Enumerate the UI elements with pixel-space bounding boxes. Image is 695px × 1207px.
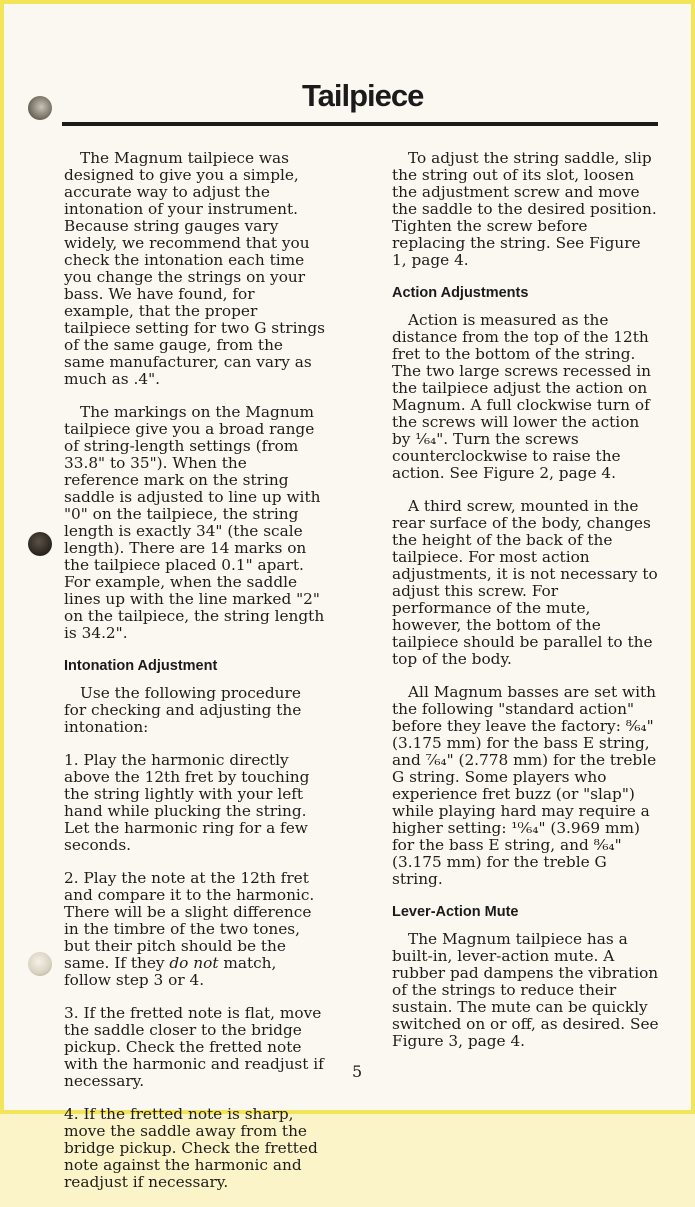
emphasis-text: do not bbox=[169, 954, 219, 972]
binder-hole bbox=[28, 96, 52, 120]
paragraph: The markings on the Magnum tailpiece give you a broad range of string-length settings (from 33.8" to 35"). When the reference mark on the string saddle is adjusted to line up with "0" on the tailpiece, the string length is exactly 34" (the scale length). There are 14 marks on the tailpiece placed 0.1" apart. For example, when the saddle lines up with the line marked "2" on the tailpiece, the string length is 34.2". bbox=[64, 403, 325, 642]
step-3: 3. If the fretted note is flat, move the saddle closer to the bridge pickup. Check the fretted note with the harmonic and readjust if necessary. bbox=[64, 1004, 324, 1090]
binder-hole bbox=[28, 532, 52, 556]
step-1: 1. Play the harmonic directly above the 12th fret by touching the string lightly with your left hand while plucking the string. Let the harmonic ring for a few seconds. bbox=[64, 751, 310, 854]
paragraph: All Magnum basses are set with the following "standard action" before they leave the factory: ⁸⁄₆₄" (3.175 mm) for the bass E string, and ⁷⁄₆₄" (2.778 mm) for the treble G string. Some players who experience fret buzz (or "slap") while playing hard may require a higher setting: ¹⁰⁄₆₄" (3.969 mm) for the bass E string, and ⁸⁄₆₄" (3.175 mm) for the treble G string. bbox=[392, 683, 657, 888]
step-2 bbox=[64, 870, 326, 989]
paragraph: A third screw, mounted in the rear surface of the body, changes the height of the back of the tailpiece. For most action adjustments, it is not necessary to adjust this screw. For performance of the mute, however, the bottom of the tailpiece should be parallel to the top of the body. bbox=[392, 497, 658, 668]
paragraph: The Magnum tailpiece has a built-in, lever-action mute. A rubber pad dampens the vibration of the strings to reduce their sustain. The mute can be quickly switched on or off, as desired. See Figure 3, page 4. bbox=[392, 930, 659, 1050]
page-number: 5 bbox=[352, 1062, 363, 1081]
step-text: 2. Play the note at the 12th fret and compare it to the harmonic. There will be a slight difference in the timbre of the two tones, but their pitch should be the same. If they bbox=[64, 869, 315, 972]
paragraph: To adjust the string saddle, slip the string out of its slot, loosen the adjustment screw and move the saddle to the desired position. Tighten the screw before replacing the string. See Figure 1, page 4. bbox=[392, 149, 657, 269]
binder-hole bbox=[28, 952, 52, 976]
right-column bbox=[392, 150, 660, 1066]
section-heading: Intonation Adjustment bbox=[64, 658, 218, 674]
page-title: Tailpiece bbox=[302, 78, 424, 113]
paragraph: Action is measured as the distance from the top of the 12th fret to the bottom of the string. The two large screws recessed in the tailpiece adjust the action on Magnum. A full clockwise turn of the screws will lower the action by ¹⁄₆₄". Turn the screws counterclockwise to raise the action. See Figure 2, page 4. bbox=[392, 311, 652, 482]
title-rule bbox=[62, 122, 658, 126]
paragraph: Use the following procedure for checking and adjusting the intonation: bbox=[64, 684, 302, 736]
section-heading: Action Adjustments bbox=[392, 285, 529, 301]
paragraph: The Magnum tailpiece was designed to give you a simple, accurate way to adjust the intonation of your instrument. Because string gauges vary widely, we recommend that you check the intonation each time you change the strings on your bass. We have found, for example, that the proper tailpiece setting for two G strings of the same gauge, from the same manufacturer, can vary as much as .4". bbox=[64, 149, 326, 388]
step-4: 4. If the fretted note is sharp, move the saddle away from the bridge pickup. Check the fretted note against the harmonic and readjust if necessary. bbox=[64, 1105, 318, 1191]
section-heading: Lever-Action Mute bbox=[392, 904, 519, 920]
step-text: match, follow step 3 or 4. bbox=[64, 954, 277, 989]
left-column bbox=[64, 150, 326, 1207]
